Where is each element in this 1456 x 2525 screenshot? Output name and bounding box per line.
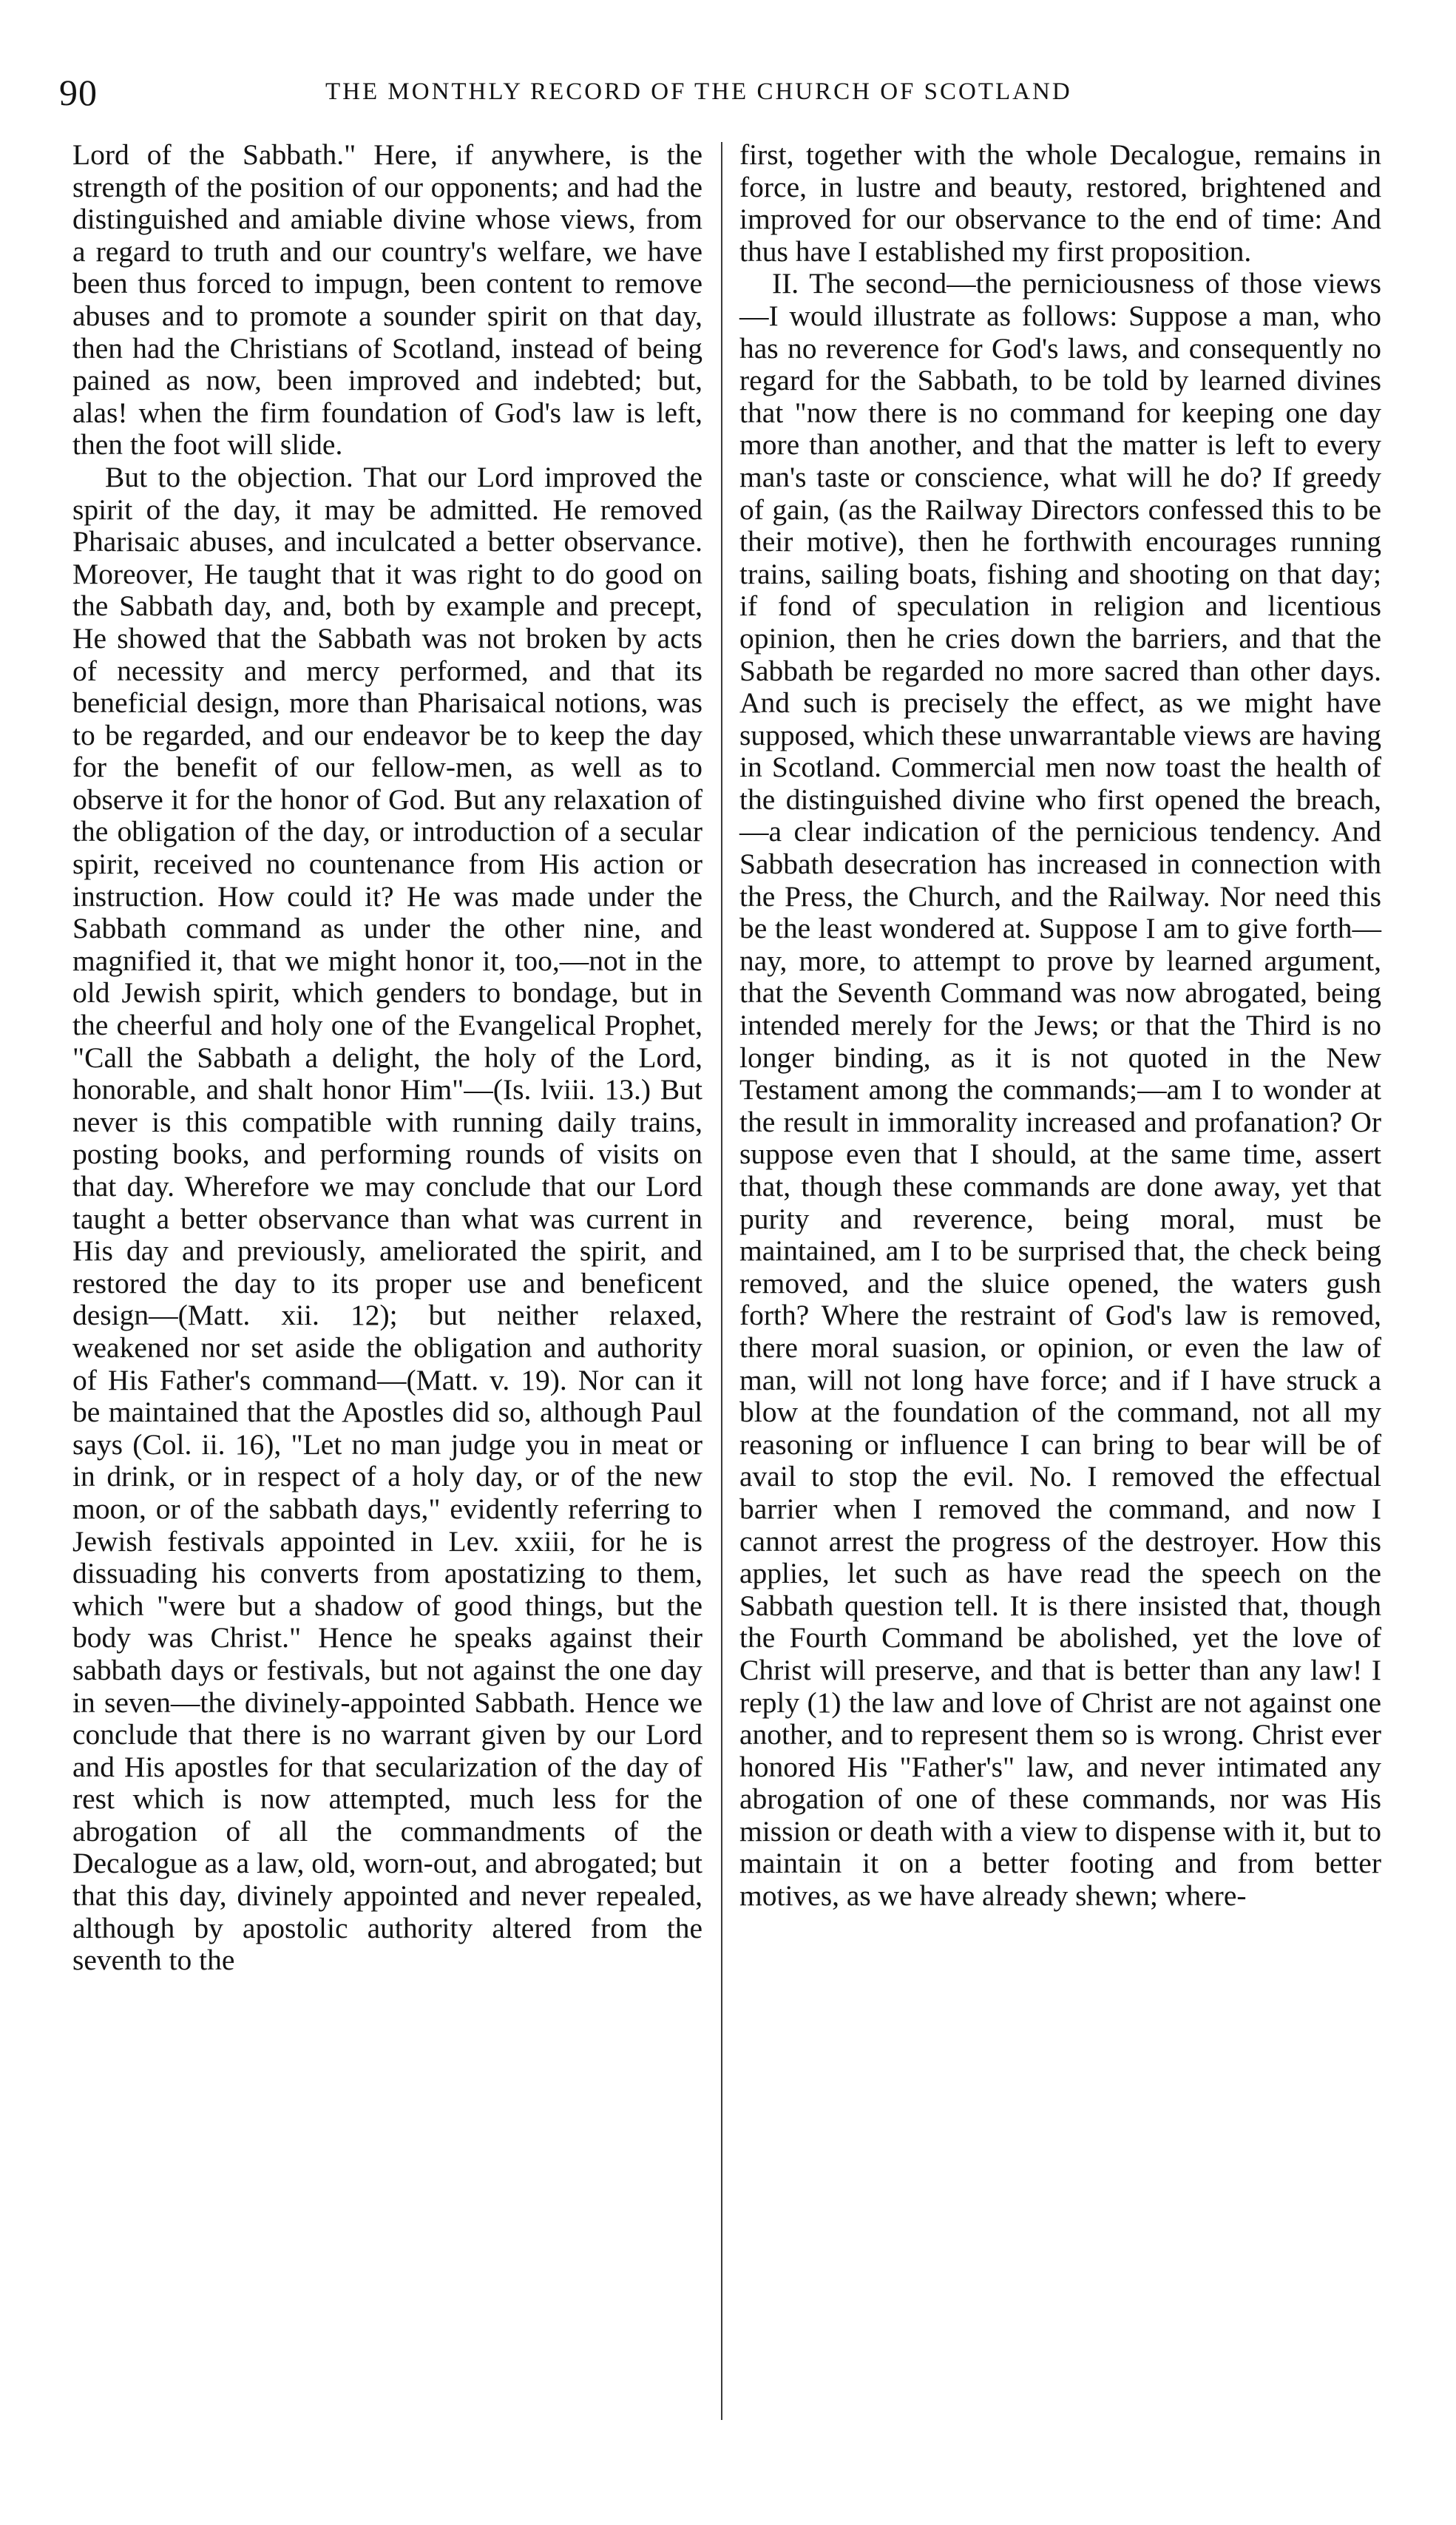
- right-paragraph-2: II. The second—the perniciousness of those views—I would illustrate as follows: Suppose a man, who has no reverence for God's laws, and consequently no regard for the Sabbath, to be told by learned divines that "now there is no command for keeping one day more than another, and that the matter is left to every man's taste or conscience, what will he do? If greedy of gain, (as the Railway Directors confessed this to be their motive), then he forthwith encourages running trains, sailing boats, fishing and shooting on that day; if fond of speculation in religion and licentious opinion, then he cries down the barriers, and that the Sabbath be regarded no more sacred than other days. And such is precisely the effect, as we might have supposed, which these unwarrantable views are having in Scotland. Commercial men now toast the health of the distinguished divine who first opened the breach,—a clear indication of the pernicious tendency. And Sabbath desecration has increased in connection with the Press, the Church, and the Railway. Nor need this be the least wondered at. Suppose I am to give forth—nay, more, to attempt to prove by learned argument, that the Seventh Command was now abrogated, being intended merely for the Jews; or that the Third is no longer binding, as it is not quoted in the New Testament among the commands;—am I to wonder at the result in immorality increased and profanation? Or suppose even that I should, at the same time, assert that, though these commands are done away, yet that purity and reverence, being moral, must be maintained, am I to be surprised that, the check being removed, and the sluice opened, the waters gush forth? Where the restraint of God's law is removed, there moral suasion, or opinion, or even the law of man, will not long have force; and if I have struck a blow at the foundation of the command, not all my reasoning or influence I can bring to bear will be of avail to stop the evil. No. I removed the effectual barrier when I removed the command, and now I cannot arrest the progress of the destroyer. How this applies, let such as have read the speech on the Sabbath question tell. It is there insisted that, though the Fourth Command be abolished, yet the love of Christ will preserve, and that is better than any law! I reply (1) the law and love of Christ are not against one another, and to represent them so is wrong. Christ ever honored His "Father's" law, and never intimated any abrogation of one of these commands, nor was His mission or death with a view to dispense with it, but to maintain it on a better footing and from better motives, as we have already shewn; where-: [739, 267, 1381, 1913]
- right-paragraph-1: first, together with the whole Decalogue, remains in force, in lustre and beauty, restored, brightened and improved for our observance to the end of time: And thus have I established my first proposition.: [739, 138, 1381, 268]
- right-column: [739, 139, 1381, 1913]
- column-divider: [721, 142, 722, 2420]
- running-head: [59, 68, 1405, 120]
- left-paragraph-1: Lord of the Sabbath." Here, if anywhere, is the strength of the position of our opponents; and had the distinguished and amiable divine whose views, from a regard to truth and our country's welfare, we have been thus forced to impugn, been content to remove abuses and to promote a sounder spirit on that day, then had the Christians of Scotland, instead of being pained as now, been improved and indebted; but, alas! when the firm foundation of God's law is left, then the foot will slide.: [72, 138, 702, 462]
- left-column: [72, 139, 702, 1977]
- journal-title: THE MONTHLY RECORD OF THE CHURCH OF SCOTLAND: [325, 78, 1072, 105]
- page-number: 90: [59, 72, 98, 113]
- left-paragraph-2: But to the objection. That our Lord improved the spirit of the day, it may be admitted. He removed Pharisaic abuses, and inculcated a better observance. Moreover, He taught that it was right to do good on the Sabbath day, and, both by example and precept, He showed that the Sabbath was not broken by acts of necessity and mercy performed, and that its beneficial design, more than Pharisaical notions, was to be regarded, and our endeavor be to keep the day for the benefit of our fellow-men, as well as to observe it for the honor of God. But any relaxation of the obligation of the day, or introduction of a secular spirit, received no countenance from His action or instruction. How could it? He was made under the Sabbath command as under the other nine, and magnified it, that we might honor it, too,—not in the old Jewish spirit, which genders to bondage, but in the cheerful and holy one of the Evangelical Prophet, "Call the Sabbath a delight, the holy of the Lord, honorable, and shalt honor Him"—(Is. lviii. 13.) But never is this compatible with running daily trains, posting books, and performing rounds of visits on that day. Wherefore we may conclude that our Lord taught a better observance than what was current in His day and previously, ameliorated the spirit, and restored the day to its proper use and beneficent design—(Matt. xii. 12); but neither relaxed, weakened nor set aside the obligation and authority of His Father's command—(Matt. v. 19). Nor can it be maintained that the Apostles did so, although Paul says (Col. ii. 16), "Let no man judge you in meat or in drink, or in respect of a holy day, or of the new moon, or of the sabbath days," evidently referring to Jewish festivals appointed in Lev. xxiii, for he is dissuading his converts from apostatizing to them, which "were but a shadow of good things, but the body was Christ." Hence he speaks against their sabbath days or festivals, but not against the one day in seven—the divinely-appointed Sabbath. Hence we conclude that there is no warrant given by our Lord and His apostles for that secularization of the day of rest which is now attempted, much less for the abrogation of all the commandments of the Decalogue as a law, old, worn-out, and abrogated; but that this day, divinely appointed and never repealed, although by apostolic authority altered from the seventh to the: [72, 460, 702, 1977]
